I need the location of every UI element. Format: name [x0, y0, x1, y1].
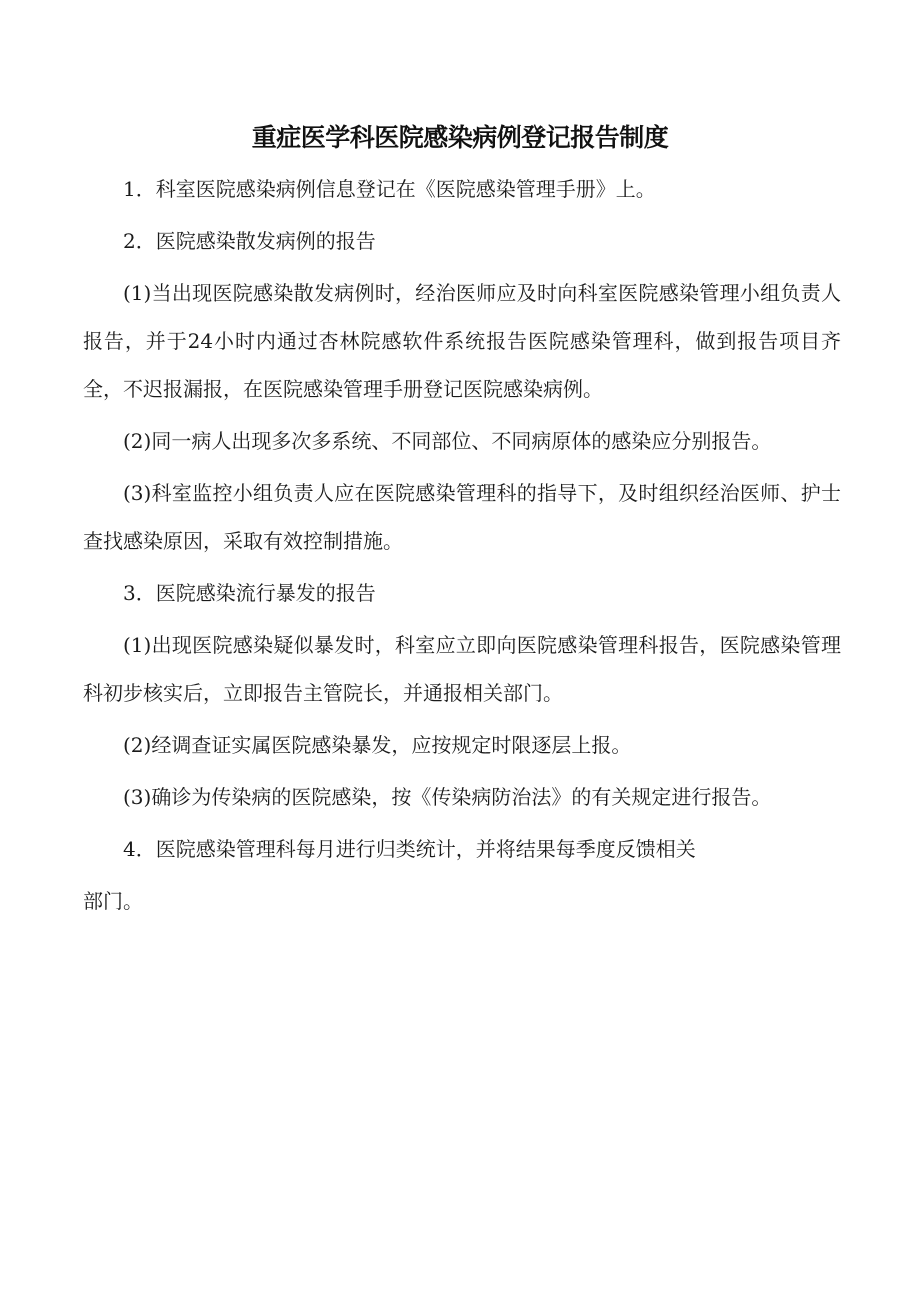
paragraph-3-1: (1)出现医院感染疑似暴发时，科室应立即向医院感染管理科报告，医院感染管理科初步核实后，立即报告主管院长，并通报相关部门。 — [83, 633, 841, 705]
paragraph-1: 1．科室医院感染病例信息登记在《医院感染管理手册》上。 — [123, 177, 656, 201]
page-title: 重症医学科医院感染病例登记报告制度 — [251, 123, 669, 152]
paragraph-3: 3．医院感染流行暴发的报告 — [123, 581, 376, 605]
paragraph-2-1: (1)当出现医院感染散发病例时，经治医师应及时向科室医院感染管理小组负责人报告，并于24小时内通过杏林院感软件系统报告医院感染管理科，做到报告项目齐全，不迟报漏报，在医院感染管理手册登记医院感染病例。 — [83, 281, 841, 401]
paragraph-2-3: (3)科室监控小组负责人应在医院感染管理科的指导下，及时组织经治医师、护士查找感染原因，采取有效控制措施。 — [83, 481, 841, 553]
paragraph-2-2: (2)同一病人出现多次多系统、不同部位、不同病原体的感染应分别报告。 — [123, 429, 772, 453]
paragraph-4 — [83, 825, 841, 925]
paragraph-4-line-2: 部门。 — [83, 889, 143, 913]
paragraph-2: 2．医院感染散发病例的报告 — [123, 229, 376, 253]
document-body — [83, 165, 841, 925]
paragraph-3-2: (2)经调查证实属医院感染暴发，应按规定时限逐层上报。 — [123, 733, 632, 757]
paragraph-4-line-1: 4．医院感染管理科每月进行归类统计，并将结果每季度反馈相关 — [123, 837, 696, 861]
paragraph-3-3: (3)确诊为传染病的医院感染，按《传染病防治法》的有关规定进行报告。 — [123, 785, 772, 809]
